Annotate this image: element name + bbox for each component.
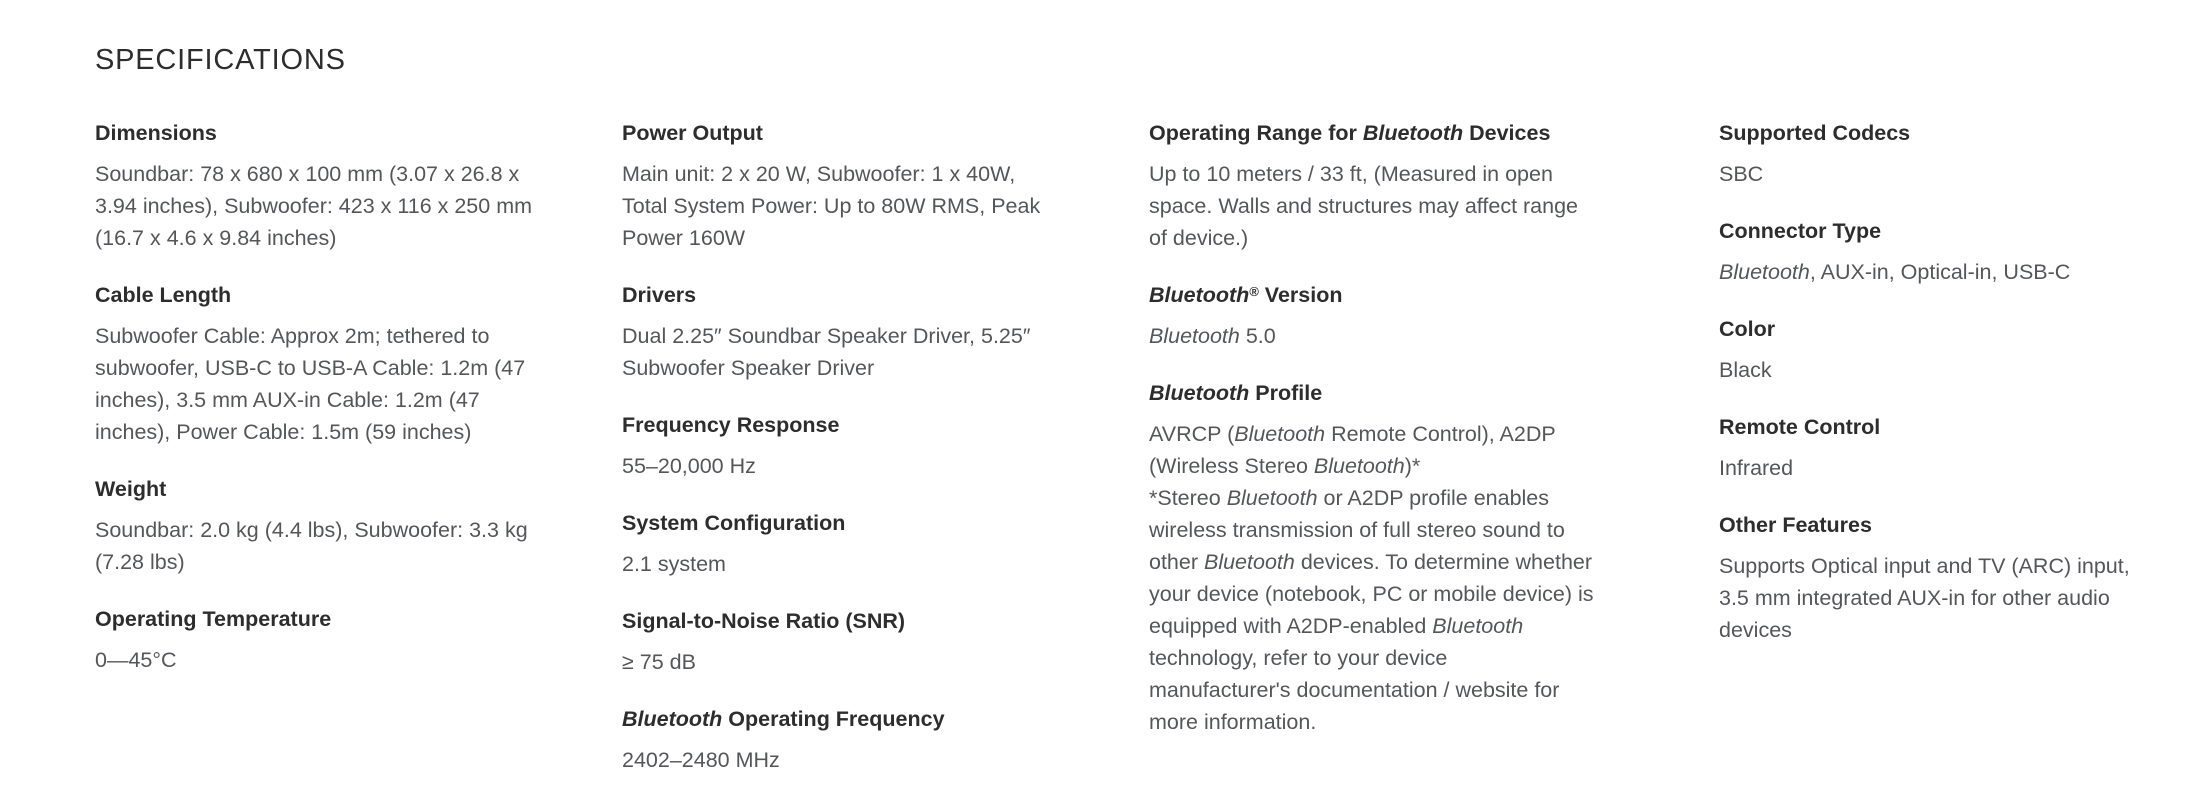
spec-section-system-configuration [622,510,1059,580]
spec-columns [95,120,2150,788]
spec-heading-weight: Weight [95,477,167,501]
spec-section-bluetooth-profile [1149,380,1629,738]
spec-section-supported-codecs [1719,120,2139,190]
spec-value-power-output: Main unit: 2 x 20 W, Subwoofer: 1 x 40W, Total System Power: Up to 80W RMS, Peak Power 160W [622,162,1041,250]
spec-heading-remote-control: Remote Control [1719,415,1881,439]
spec-value-connector-type: Bluetooth, AUX-in, Optical-in, USB-C [1719,260,2071,284]
spec-heading-dimensions: Dimensions [95,121,217,145]
spec-heading-connector-type: Connector Type [1719,219,1882,243]
spec-value-signal-to-noise-ratio: ≥ 75 dB [622,650,696,674]
spec-value-remote-control: Infrared [1719,456,1794,480]
spec-heading-bluetooth-operating-frequency: Bluetooth Operating Frequency [622,707,945,731]
spec-column-1 [95,120,532,704]
page-title: SPECIFICATIONS [95,44,346,76]
spec-heading-operating-temperature: Operating Temperature [95,607,332,631]
spec-section-operating-range [1149,120,1629,254]
spec-section-power-output [622,120,1059,254]
spec-section-signal-to-noise-ratio [622,608,1059,678]
spec-value-bluetooth-operating-frequency: 2402–2480 MHz [622,748,780,772]
spec-section-connector-type [1719,218,2139,288]
spec-section-drivers [622,282,1059,384]
spec-heading-cable-length: Cable Length [95,283,232,307]
spec-value-bluetooth-version: Bluetooth 5.0 [1149,324,1276,348]
spec-value-drivers: Dual 2.25″ Soundbar Speaker Driver, 5.25″ Subwoofer Speaker Driver [622,324,1031,380]
spec-value-cable-length: Subwoofer Cable: Approx 2m; tethered to subwoofer, USB-C to USB-A Cable: 1.2m (47 inches), 3.5 mm AUX-in Cable: 1.2m (47 inches), Power Cable: 1.5m (59 inches) [95,324,526,444]
spec-heading-supported-codecs: Supported Codecs [1719,121,1911,145]
spec-heading-drivers: Drivers [622,283,697,307]
spec-value-other-features: Supports Optical input and TV (ARC) input, 3.5 mm integrated AUX-in for other audio devices [1719,554,2130,642]
spec-section-bluetooth-version [1149,282,1629,352]
spec-value-supported-codecs: SBC [1719,162,1764,186]
spec-value-bluetooth-profile: AVRCP (Bluetooth Remote Control), A2DP (Wireless Stereo Bluetooth)* *Stereo Bluetooth or A2DP profile enables wireless transmission of full stereo sound to other Bluetooth devices. To determine whether your device (notebook, PC or mobile device) is equipped with A2DP-enabled Bluetooth technology, refer to your device manufacturer's documentation / website for more information. [1149,422,1594,734]
spec-heading-bluetooth-version: Bluetooth® Version [1149,283,1343,307]
spec-heading-operating-range: Operating Range for Bluetooth Devices [1149,121,1551,145]
spec-heading-other-features: Other Features [1719,513,1872,537]
spec-heading-color: Color [1719,317,1776,341]
spec-heading-bluetooth-profile: Bluetooth Profile [1149,381,1323,405]
spec-heading-frequency-response: Frequency Response [622,413,840,437]
spec-heading-power-output: Power Output [622,121,763,145]
spec-section-frequency-response [622,412,1059,482]
spec-column-2 [622,120,1059,788]
spec-value-frequency-response: 55–20,000 Hz [622,454,756,478]
spec-section-remote-control [1719,414,2139,484]
spec-section-other-features [1719,512,2139,646]
spec-value-weight: Soundbar: 2.0 kg (4.4 lbs), Subwoofer: 3.3 kg (7.28 lbs) [95,518,528,574]
spec-section-bluetooth-operating-frequency [622,706,1059,776]
spec-section-cable-length [95,282,532,448]
spec-section-dimensions [95,120,532,254]
spec-section-color [1719,316,2139,386]
spec-heading-signal-to-noise-ratio: Signal-to-Noise Ratio (SNR) [622,609,906,633]
spec-column-4 [1719,120,2139,674]
spec-heading-system-configuration: System Configuration [622,511,846,535]
spec-column-3 [1149,120,1629,766]
spec-value-operating-range: Up to 10 meters / 33 ft, (Measured in open space. Walls and structures may affect range of device.) [1149,162,1579,250]
spec-section-operating-temperature [95,606,532,676]
spec-value-color: Black [1719,358,1772,382]
spec-value-dimensions: Soundbar: 78 x 680 x 100 mm (3.07 x 26.8 x 3.94 inches), Subwoofer: 423 x 116 x 250 mm (16.7 x 4.6 x 9.84 inches) [95,162,533,250]
spec-section-weight [95,476,532,578]
spec-value-operating-temperature: 0—45°C [95,648,177,672]
spec-value-system-configuration: 2.1 system [622,552,726,576]
